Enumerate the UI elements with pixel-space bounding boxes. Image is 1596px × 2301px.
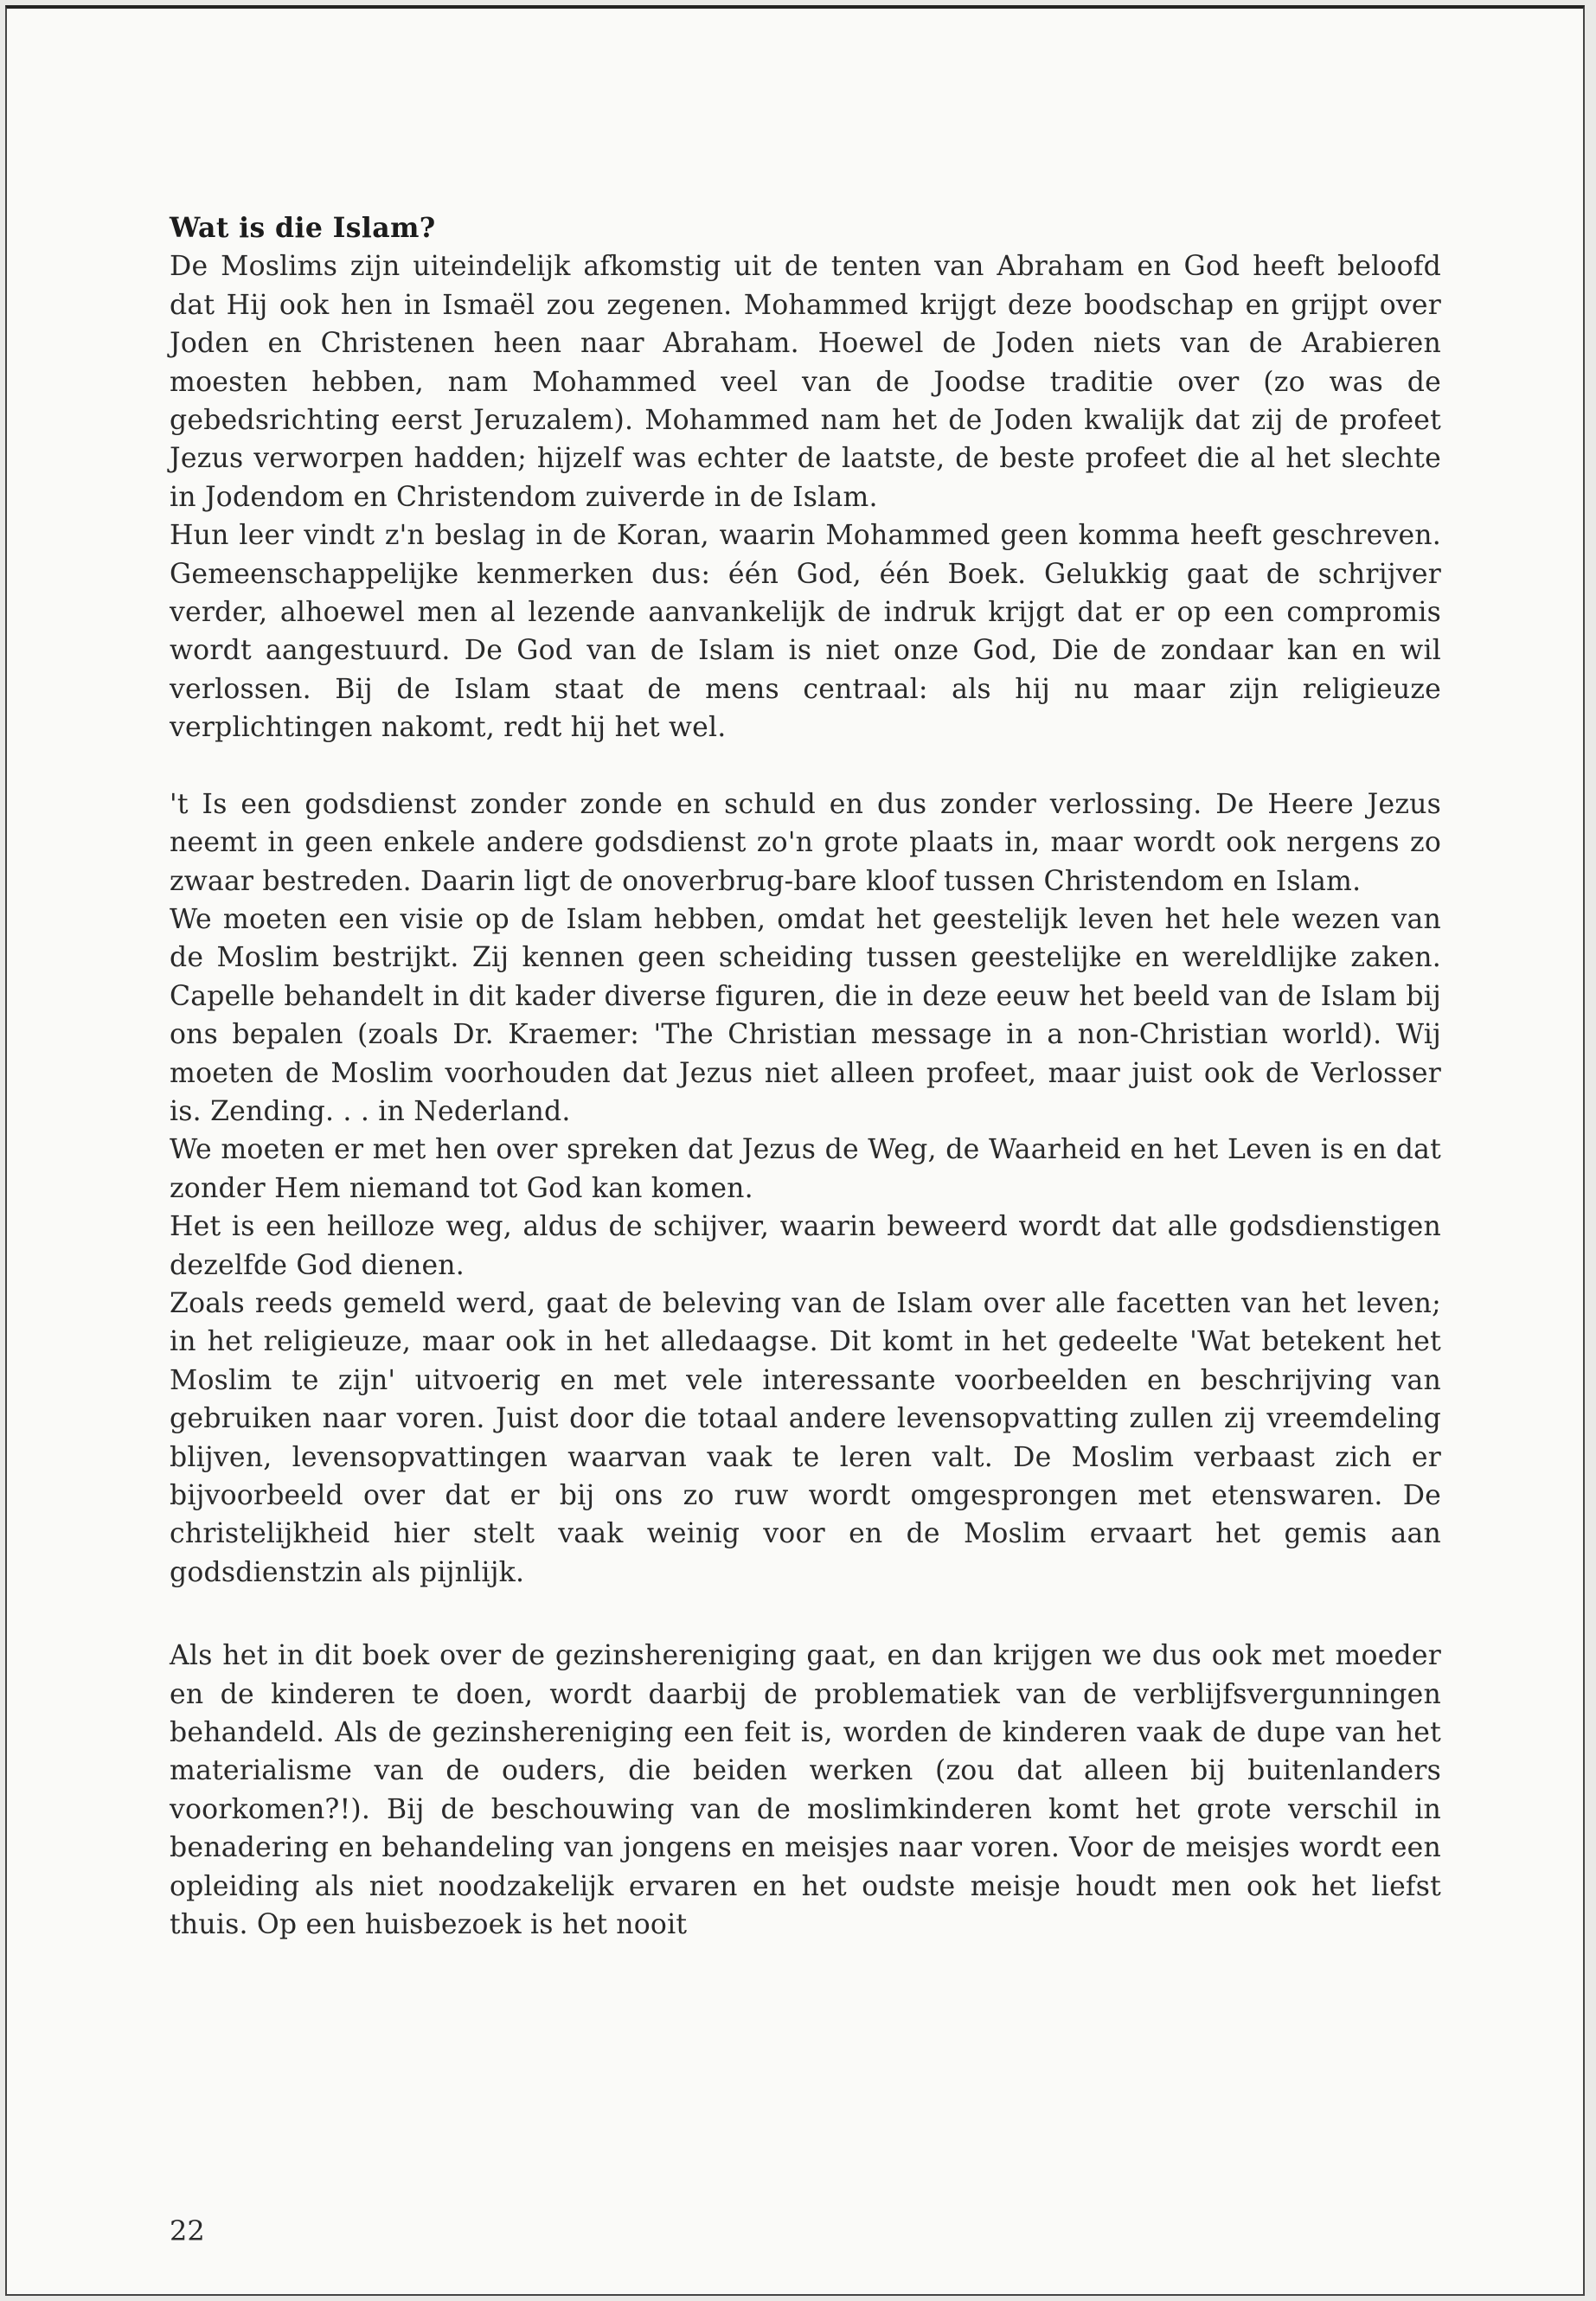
paragraph-6: Het is een heilloze weg, aldus de schijver, waarin beweerd wordt dat alle godsdienstigen dezelfde God dienen. xyxy=(170,1211,1441,1281)
paragraph-2: Hun leer vindt z'n beslag in de Koran, waarin Mohammed geen komma heeft geschreven. Gemeenschappelijke kenmerken dus: één God, één Boek. Gelukkig gaat de schrijver verder, alhoewel men al lezende aanvankelijk de indruk krijgt dat er op een compromis wordt aangestuurd. De God van de Islam is niet onze God, Die de zondaar kan en wil verlossen. Bij de Islam staat de mens centraal: als hij nu maar zijn religieuze verplichtingen nakomt, redt hij het wel. xyxy=(170,520,1441,744)
paragraph-1: De Moslims zijn uiteindelijk afkomstig uit de tenten van Abraham en God heeft beloofd dat Hij ook hen in Ismaël zou zegenen. Mohammed krijgt deze boodschap en grijpt over Joden en Christenen heen naar Abraham. Hoewel de Joden niets van de Arabieren moesten hebben, nam Mohammed veel van de Joodse traditie over (zo was de gebedsrichting eerst Jeruzalem). Mohammed nam het de Joden kwalijk dat zij de profeet Jezus verworpen hadden; hijzelf was echter de laatste, de beste profeet die al het slechte in Jodendom en Christendom zuiverde in de Islam. xyxy=(170,251,1441,513)
paragraph-4: We moeten een visie op de Islam hebben, omdat het geestelijk leven het hele wezen van de Moslim bestrijkt. Zij kennen geen scheiding tussen geestelijke en wereldlijke zaken. Capelle behandelt in dit kader diverse figuren, die in deze eeuw het beeld van de Islam bij ons bepalen (zoals Dr. Kraemer: 'The Christian message in a non-Christian world). Wij moeten de Moslim voorhouden dat Jezus niet alleen profeet, maar juist ook de Verlosser is. Zending. . . in Nederland. xyxy=(170,903,1441,1127)
paragraph-3: 't Is een godsdienst zonder zonde en schuld en dus zonder verlossing. De Heere Jezus neemt in geen enkele andere godsdienst zo'n grote plaats in, maar wordt ook nergens zo zwaar bestreden. Daarin ligt de onoverbrug-bare kloof tussen Christendom en Islam. xyxy=(170,788,1441,897)
paragraph-7: Zoals reeds gemeld werd, gaat de beleving van de Islam over alle facetten van het leven; in het religieuze, maar ook in het alledaagse. Dit komt in het gedeelte 'Wat betekent het Moslim te zijn' uitvoerig en met vele interessante voorbeelden en beschrijving van gebruiken naar voren. Juist door die totaal andere levensopvatting zullen zij vreemdeling blijven, levensopvattingen waarvan vaak te leren valt. De Moslim verbaast zich er bijvoorbeeld over dat er bij ons zo ruw wordt omgesprongen met etenswaren. De christelijkheid hier stelt vaak weinig voor en de Moslim ervaart het gemis aan godsdienstzin als pijnlijk. xyxy=(170,1287,1441,1588)
section-heading: Wat is die Islam? xyxy=(170,212,436,244)
page-sheet xyxy=(5,5,1585,2296)
page-number: 22 xyxy=(170,2214,205,2247)
paragraph-5: We moeten er met hen over spreken dat Jezus de Weg, de Waarheid en het Leven is en dat zonder Hem niemand tot God kan komen. xyxy=(170,1134,1441,1204)
text-column xyxy=(170,209,1441,1944)
paragraph-8: Als het in dit boek over de gezinshereniging gaat, en dan krijgen we dus ook met moeder en de kinderen te doen, wordt daarbij de problematiek van de verblijfsvergunningen behandeld. Als de gezinshereniging een feit is, worden de kinderen vaak de dupe van het materialisme van de ouders, die beiden werken (zou dat alleen bij buitenlanders voorkomen?!). Bij de beschouwing van de moslimkinderen komt het grote verschil in benadering en behandeling van jongens en meisjes naar voren. Voor de meisjes wordt een opleiding als niet noodzakelijk ervaren en het oudste meisje houdt men ook het liefst thuis. Op een huisbezoek is het nooit xyxy=(170,1640,1441,1941)
